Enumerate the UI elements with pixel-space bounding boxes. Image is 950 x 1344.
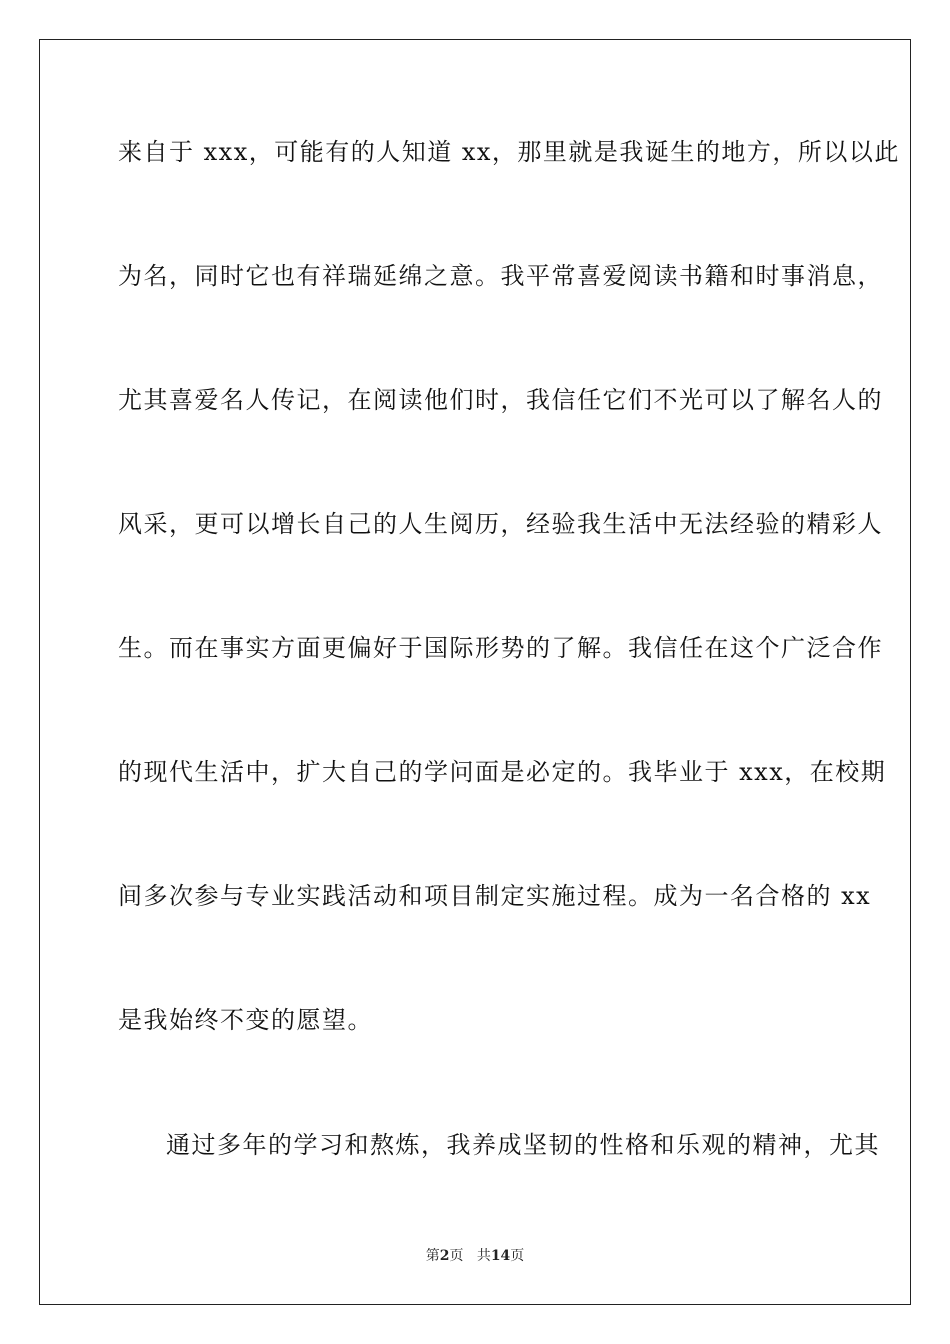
text-line: 的现代生活中，扩大自己的学问面是必定的。我毕业于 xxx，在校期 [118,758,887,786]
text-line: 风采，更可以增长自己的人生阅历，经验我生活中无法经验的精彩人 [118,510,883,538]
text-line: 生。而在事实方面更偏好于国际形势的了解。我信任在这个广泛合作 [118,634,883,662]
text-line: 是我始终不变的愿望。 [118,1006,373,1034]
total-pages: 14 [490,1248,511,1264]
total-suffix: 页 [510,1248,525,1264]
page-number: 2 [439,1248,450,1264]
total-prefix: 共 [476,1248,491,1264]
text-line: 间多次参与专业实践活动和项目制定实施过程。成为一名合格的 xx [118,882,872,910]
text-line: 为名，同时它也有祥瑞延绵之意。我平常喜爱阅读书籍和时事消息， [118,262,883,290]
text-line: 来自于 xxx，可能有的人知道 xx，那里就是我诞生的地方，所以以此 [118,138,900,166]
page-suffix: 页 [449,1248,464,1264]
page-footer [0,1247,950,1265]
page-prefix: 第 [425,1248,440,1264]
page-border [39,39,911,1305]
text-line: 尤其喜爱名人传记，在阅读他们时，我信任它们不光可以了解名人的 [118,386,883,414]
paragraph-first-line: 通过多年的学习和熬炼，我养成坚韧的性格和乐观的精神，尤其 [166,1131,880,1159]
